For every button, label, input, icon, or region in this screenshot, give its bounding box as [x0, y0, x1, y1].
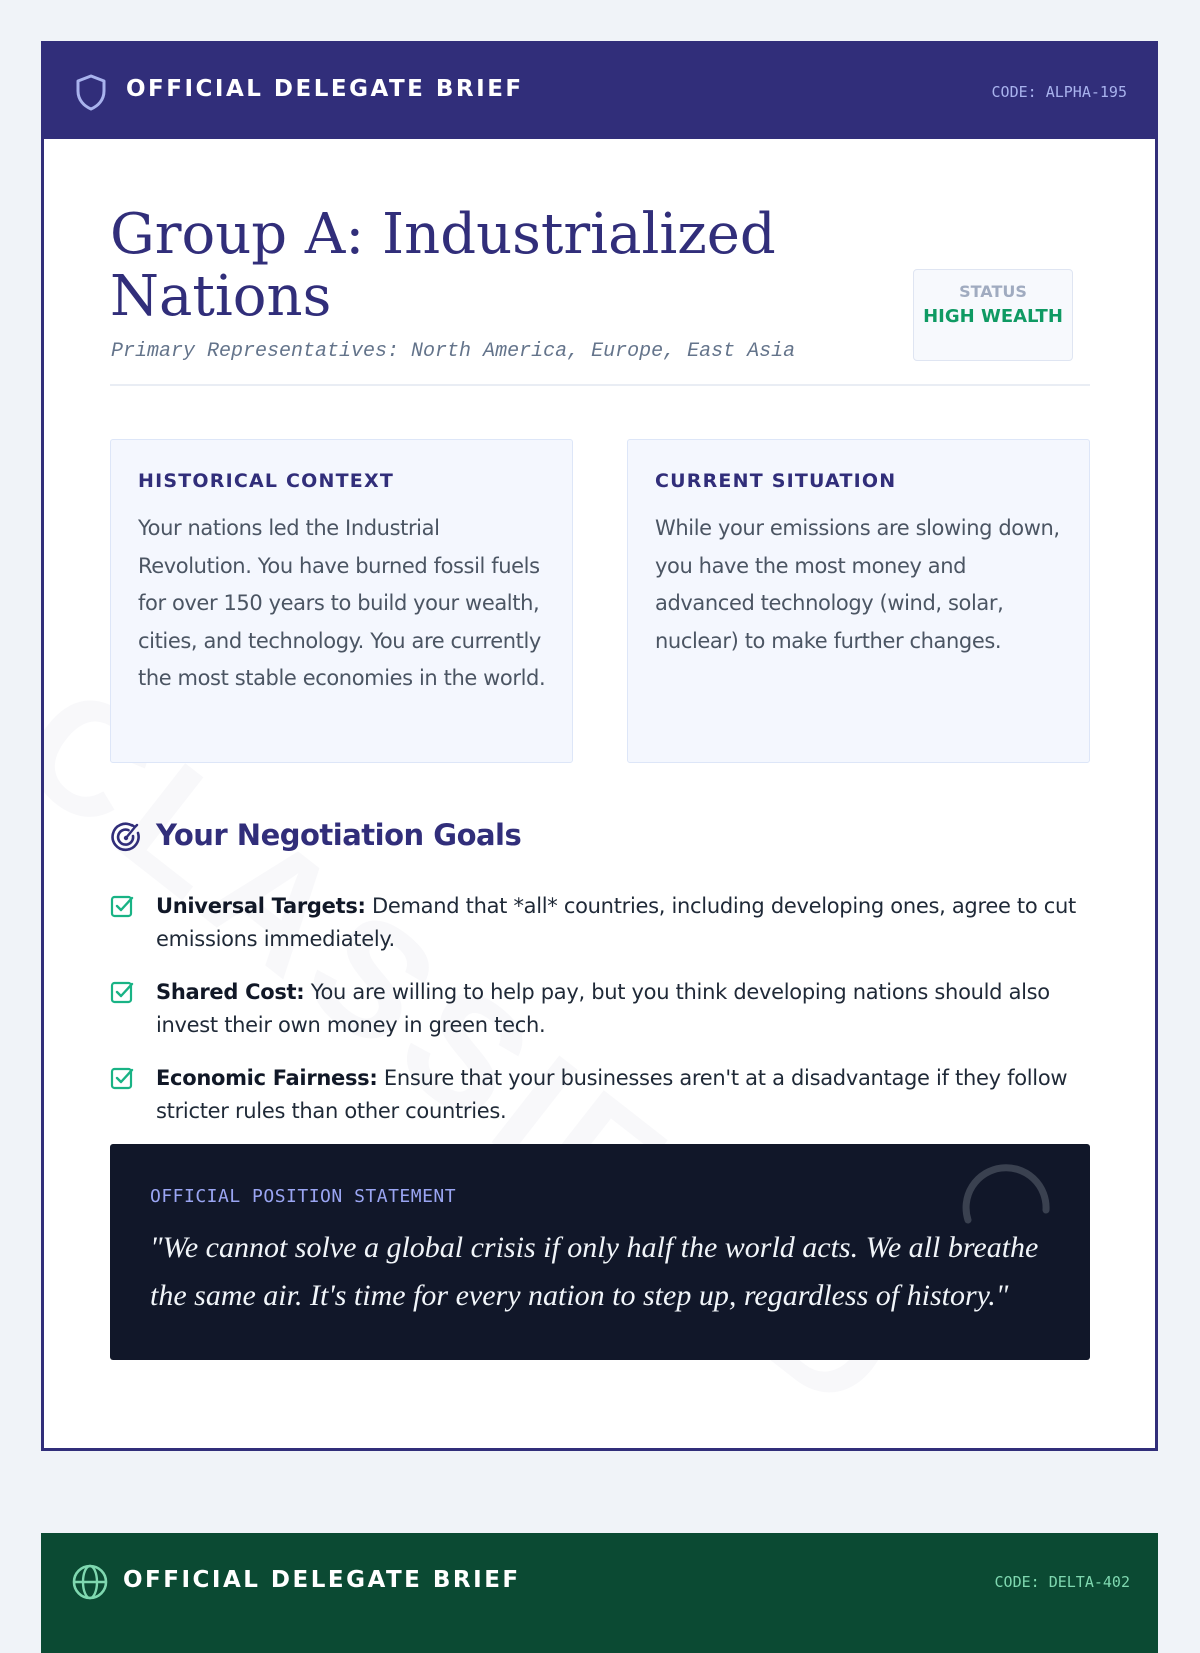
target-icon: [110, 821, 142, 853]
brief-header: [44, 44, 1155, 139]
current-situation-box: [627, 439, 1090, 763]
goal-text: [156, 976, 1100, 1042]
goal-description: Ensure that your businesses aren't at a disadvantage if they follow stricter rules than other countries.: [156, 1066, 1068, 1123]
current-situation-text: While your emissions are slowing down, you have the most money and advanced technology (wind, solar, nuclear) to make further changes.: [655, 516, 1060, 653]
goal-label: Shared Cost:: [156, 980, 305, 1004]
status-badge: [913, 269, 1073, 361]
historical-context-text: Your nations led the Industrial Revolution. You have burned fossil fuels for over 150 years to build your wealth, cities, and technology. You are currently the most stable economies in the world.: [138, 516, 546, 690]
delegate-brief-card: [41, 41, 1158, 1451]
checkbox-checked-icon: [110, 894, 134, 918]
brief-code: CODE: DELTA-402: [994, 1573, 1130, 1591]
shield-icon: [74, 73, 108, 111]
status-label: STATUS: [959, 282, 1027, 301]
delegate-brief-card-2: [41, 1533, 1158, 1653]
checkbox-checked-icon: [110, 980, 134, 1004]
status-value: HIGH WEALTH: [923, 306, 1063, 327]
goals-title: Your Negotiation Goals: [156, 818, 522, 852]
brief-header-title: OFFICIAL DELEGATE BRIEF: [126, 76, 524, 102]
goal-text: [156, 890, 1100, 956]
brief-code: CODE: ALPHA-195: [991, 83, 1127, 101]
position-statement-text: "We cannot solve a global crisis if only half the world acts. We all breathe the same air. It's time for every nation to step up, regardless of history.": [150, 1231, 1039, 1312]
checkbox-checked-icon: [110, 1066, 134, 1090]
title-divider: [110, 384, 1090, 386]
brief-header-title: OFFICIAL DELEGATE BRIEF: [123, 1567, 521, 1593]
goal-label: Economic Fairness:: [156, 1066, 378, 1090]
historical-context-box: [110, 439, 573, 763]
position-statement-label: OFFICIAL POSITION STATEMENT: [150, 1186, 457, 1207]
globe-icon: [71, 1563, 109, 1601]
page-subtitle: Primary Representatives: North America, Europe, East Asia: [111, 340, 796, 363]
goal-text: [156, 1062, 1100, 1128]
position-statement-box: [110, 1144, 1090, 1360]
page-title: Group A: Industrialized Nations: [110, 202, 776, 329]
current-situation-heading: CURRENT SITUATION: [655, 470, 897, 492]
goal-description: You are willing to help pay, but you think developing nations should also invest their own money in green tech.: [156, 980, 1050, 1037]
historical-context-heading: HISTORICAL CONTEXT: [138, 470, 394, 492]
goal-label: Universal Targets:: [156, 894, 366, 918]
goal-description: Demand that *all* countries, including developing ones, agree to cut emissions immediately.: [156, 894, 1076, 951]
